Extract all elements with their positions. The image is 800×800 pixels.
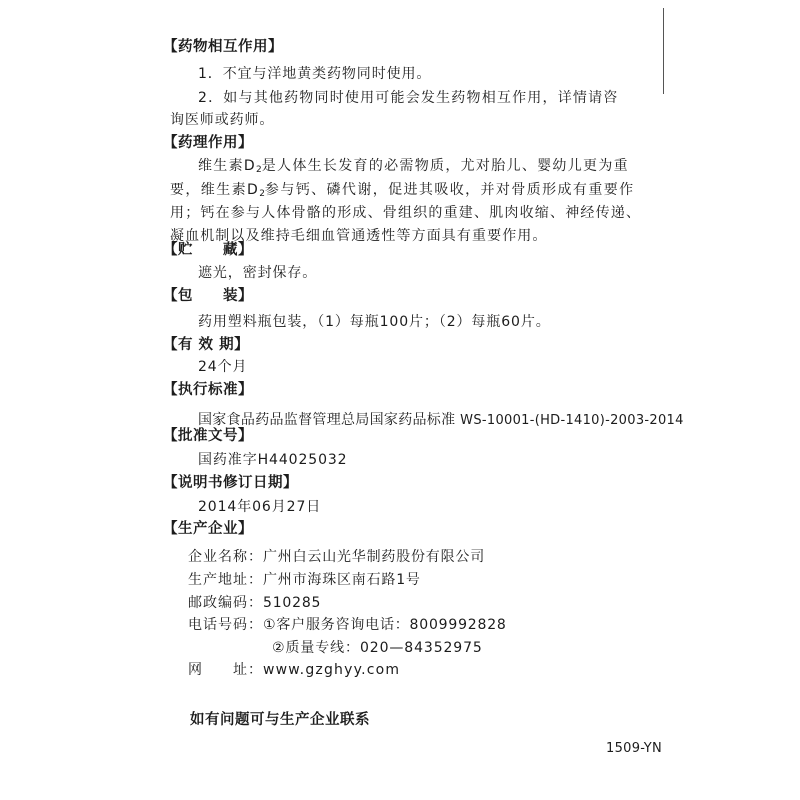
validity-heading: 【有 效 期】 — [163, 337, 250, 353]
manufacturer-name-value: 广州白云山光华制药股份有限公司 — [263, 549, 485, 565]
manufacturer-website-row — [188, 661, 400, 679]
revision-heading: 【说明书修订日期】 — [163, 475, 298, 491]
manufacturer-name-row — [188, 548, 485, 566]
pharmacology-line-4: 凝血机制以及维持毛细血管通透性等方面具有重要作用。 — [170, 228, 548, 244]
storage-text: 遮光，密封保存。 — [198, 265, 318, 281]
manufacturer-name-label: 企业名称： — [188, 549, 263, 565]
manufacturer-address-label: 生产地址： — [188, 572, 263, 588]
standard-heading: 【执行标准】 — [163, 382, 253, 398]
leaflet-code: 1509-YN — [606, 741, 662, 756]
manufacturer-postal-value: 510285 — [263, 595, 322, 611]
interactions-item-1: 1．不宜与洋地黄类药物同时使用。 — [198, 66, 432, 82]
interactions-item-2-line-2: 询医师或药师。 — [170, 112, 275, 128]
interactions-item-2-line-1: 2．如与其他药物同时使用可能会发生药物相互作用，详情请咨 — [198, 90, 619, 106]
storage-heading: 【贮 藏】 — [163, 242, 253, 258]
packaging-heading: 【包 装】 — [163, 288, 253, 304]
contact-note: 如有问题可与生产企业联系 — [190, 712, 370, 728]
manufacturer-address-value: 广州市海珠区南石路1号 — [263, 572, 421, 588]
manufacturer-phone-label: 电话号码： — [188, 617, 263, 633]
manufacturer-phone-value-2: ②质量专线：020—84352975 — [272, 640, 483, 656]
manufacturer-postal-row — [188, 594, 321, 612]
pharmacology-line-2: 要，维生素$D_2$参与钙、磷代谢，促进其吸收，并对骨质形成有重要作 — [170, 182, 635, 199]
interactions-heading: 【药物相互作用】 — [163, 39, 283, 55]
manufacturer-phone-row — [188, 616, 507, 634]
validity-text: 24个月 — [198, 359, 248, 375]
manufacturer-postal-label: 邮政编码： — [188, 595, 263, 611]
manufacturer-address-row — [188, 571, 421, 589]
manufacturer-website-label: 网 址： — [188, 662, 263, 678]
manufacturer-phone-value-1: ①客户服务咨询电话：8009992828 — [263, 617, 507, 633]
scan-edge-line — [663, 8, 664, 94]
pharmacology-heading: 【药理作用】 — [163, 135, 253, 151]
approval-heading: 【批准文号】 — [163, 428, 253, 444]
manufacturer-heading: 【生产企业】 — [163, 521, 253, 537]
approval-text: 国药准字H44025032 — [198, 452, 348, 468]
packaging-text: 药用塑料瓶包装，（1）每瓶100片；（2）每瓶60片。 — [198, 314, 551, 330]
pharmacology-line-1: 维生素$D_2$是人体生长发育的必需物质，尤对胎儿、婴幼儿更为重 — [198, 158, 629, 175]
pharmacology-line-3: 用；钙在参与人体骨骼的形成、骨组织的重建、肌肉收缩、神经传递、 — [170, 205, 642, 221]
standard-text: 国家食品药品监督管理总局国家药品标准 WS-10001-(HD-1410)-2003-2014 — [198, 412, 684, 428]
manufacturer-website-value: www.gzghyy.com — [263, 662, 401, 678]
revision-text: 2014年06月27日 — [198, 499, 322, 515]
